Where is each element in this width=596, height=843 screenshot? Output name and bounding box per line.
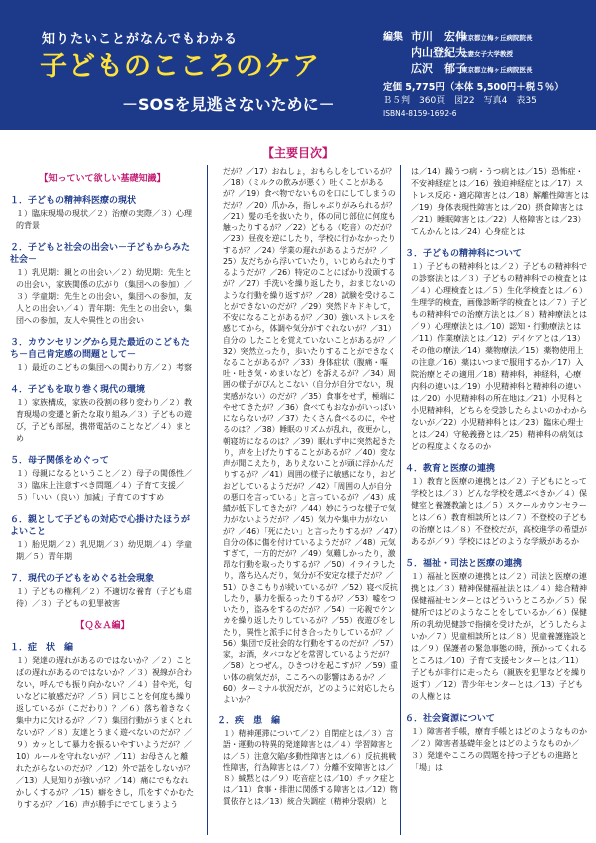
chapter-title: １．症 状 編 (10, 643, 74, 653)
chapter-title: ２．疾 患 編 (217, 716, 281, 727)
chapter-title: ３．カウンセリングから見た最近のこどもたち－自己肯定感の問題として－ (10, 338, 190, 360)
chapter-contents: １）子どもの精神科とは／２）子どもの精神科での診察法とは／３）子どもの精神科での検査とは／４）心理検査とは／５）生化学検査とは／６）生理学的検査，画像診断学的検査とは／７）子どもの精神科での治療方法とは／８）精神療法とは／９）心理療法とは／10）認知・行動療法とは／11）作業療法とは／12）デイケアとは／13）その他の療法／14）薬物療法／15）薬物使用上の注意／16）薬はいつまで服用するか／17）入院治療とその適用／18）精神科，神経科，心療内科の違いは／19）小児精神科と精神科の違いは／20）小児精神科の所在地は／21）小児科と小児精神科，どちらを受診したらよいのかわからないが／22）小児精神科とは／23）臨床心理士とは／24）守秘義務とは／25）精神科の病気はどの程度よくなるのか (411, 262, 587, 451)
toc-column-3 (405, 165, 589, 774)
chapter-contents: １）福祉と医療の連携とは／２）司法と医療の連携とは／３）精神保健福祉法とは／４）総合精神保健福祉センターとはどういうところか／５）保健所ではどのようなことをしているか／６）保健所の乳幼児健診で指摘を受けたが，どうしたらよいか／７）児童相談所とは／８）児童養護施設とは／９）保護者の緊急事態の時，預かってくれるところは／10）子育て支援センターとは／11）子どもが非行に走ったら（親族を犯罪などを繰り返す）／12）青少年センターとは／13）子どもの人権とは (411, 572, 587, 701)
chapter-contents: １）子どもの権利／２）不適切な養育（子ども虐待）／３）子どもの犯罪被害 (16, 587, 192, 608)
book-subtitle: －SOSを見逃さないために－ (122, 95, 335, 114)
column-divider (400, 165, 401, 835)
editor-affiliation: 東京都立梅ヶ丘病院院長 (461, 34, 533, 42)
editor-name: 広沢 郁子 (411, 62, 466, 75)
kicker-text: 知りたいことがなんでもわかる (42, 32, 239, 47)
chapter-title: ２．子どもと社会の出会い－子どもからみた社会－ (10, 243, 191, 265)
editors-block (383, 28, 593, 76)
chapter-contents: １）精神運滞について／２）自閉症とは／３）言語・運動の特異的発達障害とは／４）学習障害とは／５）注意欠陥/多動性障害とは／６）反抗挑戦性障害，行為障害とは／７）分離不安障害とは／８）緘黙とは／９）吃音症とは／10）チック症とは／11）食事・排泄に関係する障害とは／12）物質依存とは／13）統合失調症（精神分裂病）と (223, 729, 398, 806)
book-title: 子どものこころのケア (40, 51, 320, 82)
isbn-text: ISBN4-8159-1692-6 (383, 109, 457, 118)
editor-row (383, 60, 593, 76)
editor-label: 編集 (383, 32, 403, 43)
chapter-title: ６．社会資源について (405, 714, 495, 724)
chapter-title: １．子どもの精神科医療の現状 (10, 196, 137, 206)
chapter-contents: １）臨床現場の現状／２）治療の実際／３）心理的背景 (16, 209, 192, 230)
toc-column-2 (217, 165, 399, 807)
chapter-title: ７．現代の子どもをめぐる社会現象 (10, 574, 155, 584)
chapter-contents: １）教育と医療の連携とは／２）子どもにとって学校とは／３）どんな学校を選ぶべきか／４）保健室と養護教諭とは／５）スクールカウンセラーとは／６）教育相談所とは／７）不登校の子どもの治療とは／８）不登校だが，高校進学の希望があるが／９）学校にはどのような学級があるか (411, 477, 587, 546)
chapter-contents: １）最近のこどもの集団への関わり方／２）考察 (16, 363, 192, 372)
chapter-contents: だが？／17）おねしょ，おもらしをしているが？／18）（ミルクの飲みが悪く）吐くことがあるが？／19）食べ物でないものを口にしてしまうのだが？／20）爪かみ，指しゃぶりがみられるが？／21）髪の毛を抜いたり，体の同じ部位に何度も触ったりするが？／22）どもる（吃音）のだが？／23）昼夜を逆にしたり，学校に行かなかったりするが？／24）学業の遅れがあるようだが？／25）友だちから浮いていたり，いじめられたりするようだが？／26）特定のことにばかり没頭するが？／27）手洗いを繰り返したり，おまじないのような行動を繰り返すが？／28）試験を受けることができないのだが？／29）突然ドキドキして，不安になることがあるが？／30）強いストレスを感じてから，体調や気分がすぐれないが？／31）自分の したことを覚えていないことがあるが？／32）突然立ったり，歩いたりすることができなくなることがあるが？／33）身体症状（腹痛・嘔吐・吐き気・めまいなど）を訴えるが？／34）周囲の様子がぴんとこない（自分が自分でない，現実感がない）のだが？／35）食事をせず，極端にやせてきたが？／36）食べてもおなかがいっぱいにならないが？／37）たくさん食べるのに，やせるのは？／38）睡眠のリズムが乱れ，夜更かし，朝寝坊になるのは？／39）眠れず中に突然起きたり，声を上げたりすることがあるが？／40）変な声が聞こえたり，ありえないことが頭に浮かんだりするが？／41）周囲の様子に敏感になり，おどおどしているようだが？／42）「周囲の人が自分の悪口を言っている」と言っているが？／43）成績が低下してきたが？／44）妙にうつな様子で気力がないようだが？／45）気力や集中力がないが？／46）「死にたい」と言ったりするが？／47）自分の体に傷を付けているようだが？／48）元気すぎて，一方的だが？／49）気難しかったり，激昂な行動を取ったりするが？／50）イライラしたり，落ち込んだり，気分が不安定な様子だが？／51）ひきこもりが続いているが？／52）寝べ反抗したり，暴力を振るったりするが？／53）嘘をついたり，盗みをするのだが？／54）一応親でケンカを繰り返したりしているが？／55）夜遊びをしたり，異性と派手に付き合ったりしているが？／56）集団で反社会的な行動をするのだが？／57）家，お酒，タバコなどを常習しているようだが？／58）とつぜん，ひきつけを起こすが？／59）重い体の病気だが，こころへの影響はあるか？／60）ターミナル状況だが，どのように対応したらよいか？ (223, 167, 399, 705)
editor-name: 内山登紀夫 (411, 46, 466, 59)
publication-info (383, 81, 564, 120)
chapter-title: ３．子どもの精神科について (405, 249, 522, 259)
chapter-title: ４．子どもを取り巻く現代の環境 (10, 385, 146, 395)
editor-name: 市川 宏伸 (411, 30, 466, 43)
chapter-title: ５．福祉・司法と医療の連携 (405, 559, 523, 569)
editor-row (383, 44, 593, 60)
editor-affiliation: 東京都立梅ヶ丘病院医長 (461, 66, 533, 74)
editor-affiliation: 大妻女子大学教授 (461, 50, 513, 58)
toc-heading: 【主要目次】 (261, 146, 334, 160)
chapter-contents: １）家族構成，家族の役割の移り変わり／２）教育現場の変遷と新たな取り組み／３）子どもの遊び，子ども部屋，携帯電話のことなど／４）まとめ (16, 398, 192, 443)
chapter-title: ６．親として子どもの対応で心掛けたほうがよいこと (10, 515, 191, 537)
chapter-contents: １）胎児期／２）乳児期／３）幼児期／４）学童期／５）青年期 (16, 540, 192, 561)
chapter-contents: １）乳児期：親との出会い／２）幼児期：先生との出会い，家族関係の広がり（集団への参加）／３）学童期：先生との出会い，集団への参加，友人との出会い／４）青年期：先生との出会い，集団への参加，友人や異性との出会い (16, 268, 192, 325)
section-heading: 【知っていて欲しい基礎知識】 (39, 174, 166, 184)
chapter-contents: は／14）躁うつ病・うつ病とは／15）恐怖症・不安神経症とは／16）強迫神経症とは／17）ストレス反応・適応障害とは／18）解離性障害とは／19）身体表現性障害とは／20）摂食障害とは／21）睡眠障害とは／22）人格障害とは／23）てんかんとは／24）心身症とは (411, 167, 589, 236)
chapter-title: ５．母子関係をめぐって (10, 456, 109, 466)
chapter-contents: １）障害者手帳，療育手帳とはどのようなものか／２）障害者基礎年金とはどのようなものか／３）発達やこころの問題を持つ子どもの進路と「場」は (411, 727, 587, 772)
price-text: 定価 5,775円（本体 5,500円＋税５％） (383, 82, 564, 93)
chapter-contents: １）母親になるということ／２）母子の関係性／３）臨床上注意すべき問題／４）子育て支援／５）「いい（良い）加減」子育てのすすめ (16, 469, 192, 502)
spec-text: Ｂ５判 360頁 図22 写真4 表35 (383, 96, 537, 106)
header-banner (0, 0, 596, 130)
toc-column-1 (10, 165, 195, 811)
editor-row (383, 28, 593, 44)
chapter-title: ４．教育と医療の連携 (405, 464, 496, 474)
column-divider (207, 165, 208, 835)
chapter-contents: １）発達の遅れがあるのではないか？／２）ことばの遅れがあるのではないか？／３）視線が合わない，呼んでも振り向かない？／４）昔や光，匂いなどに敏感だが？／５）同じことを何度も繰り返しているが（こだわり）？／６）落ち着きなく集中力に欠けるが？／７）集団行動がうまくとれないが？／８）友達とうまく遊べないのだが？／９）カッとして暴力を振るいやすいようだが？／10）ルールを守れないが？／11）お母さんと離れたがらないのだが？／12）外で話をしないが？／13）人見知りが強いが？／14）痛にでもなれかしくするが？／15）癖をきし，爪をすぐかむたりするが？／16）声が勝手にでてしまうよう (16, 656, 195, 809)
section-heading: 【Ｑ＆Ａ編】 (75, 621, 130, 631)
